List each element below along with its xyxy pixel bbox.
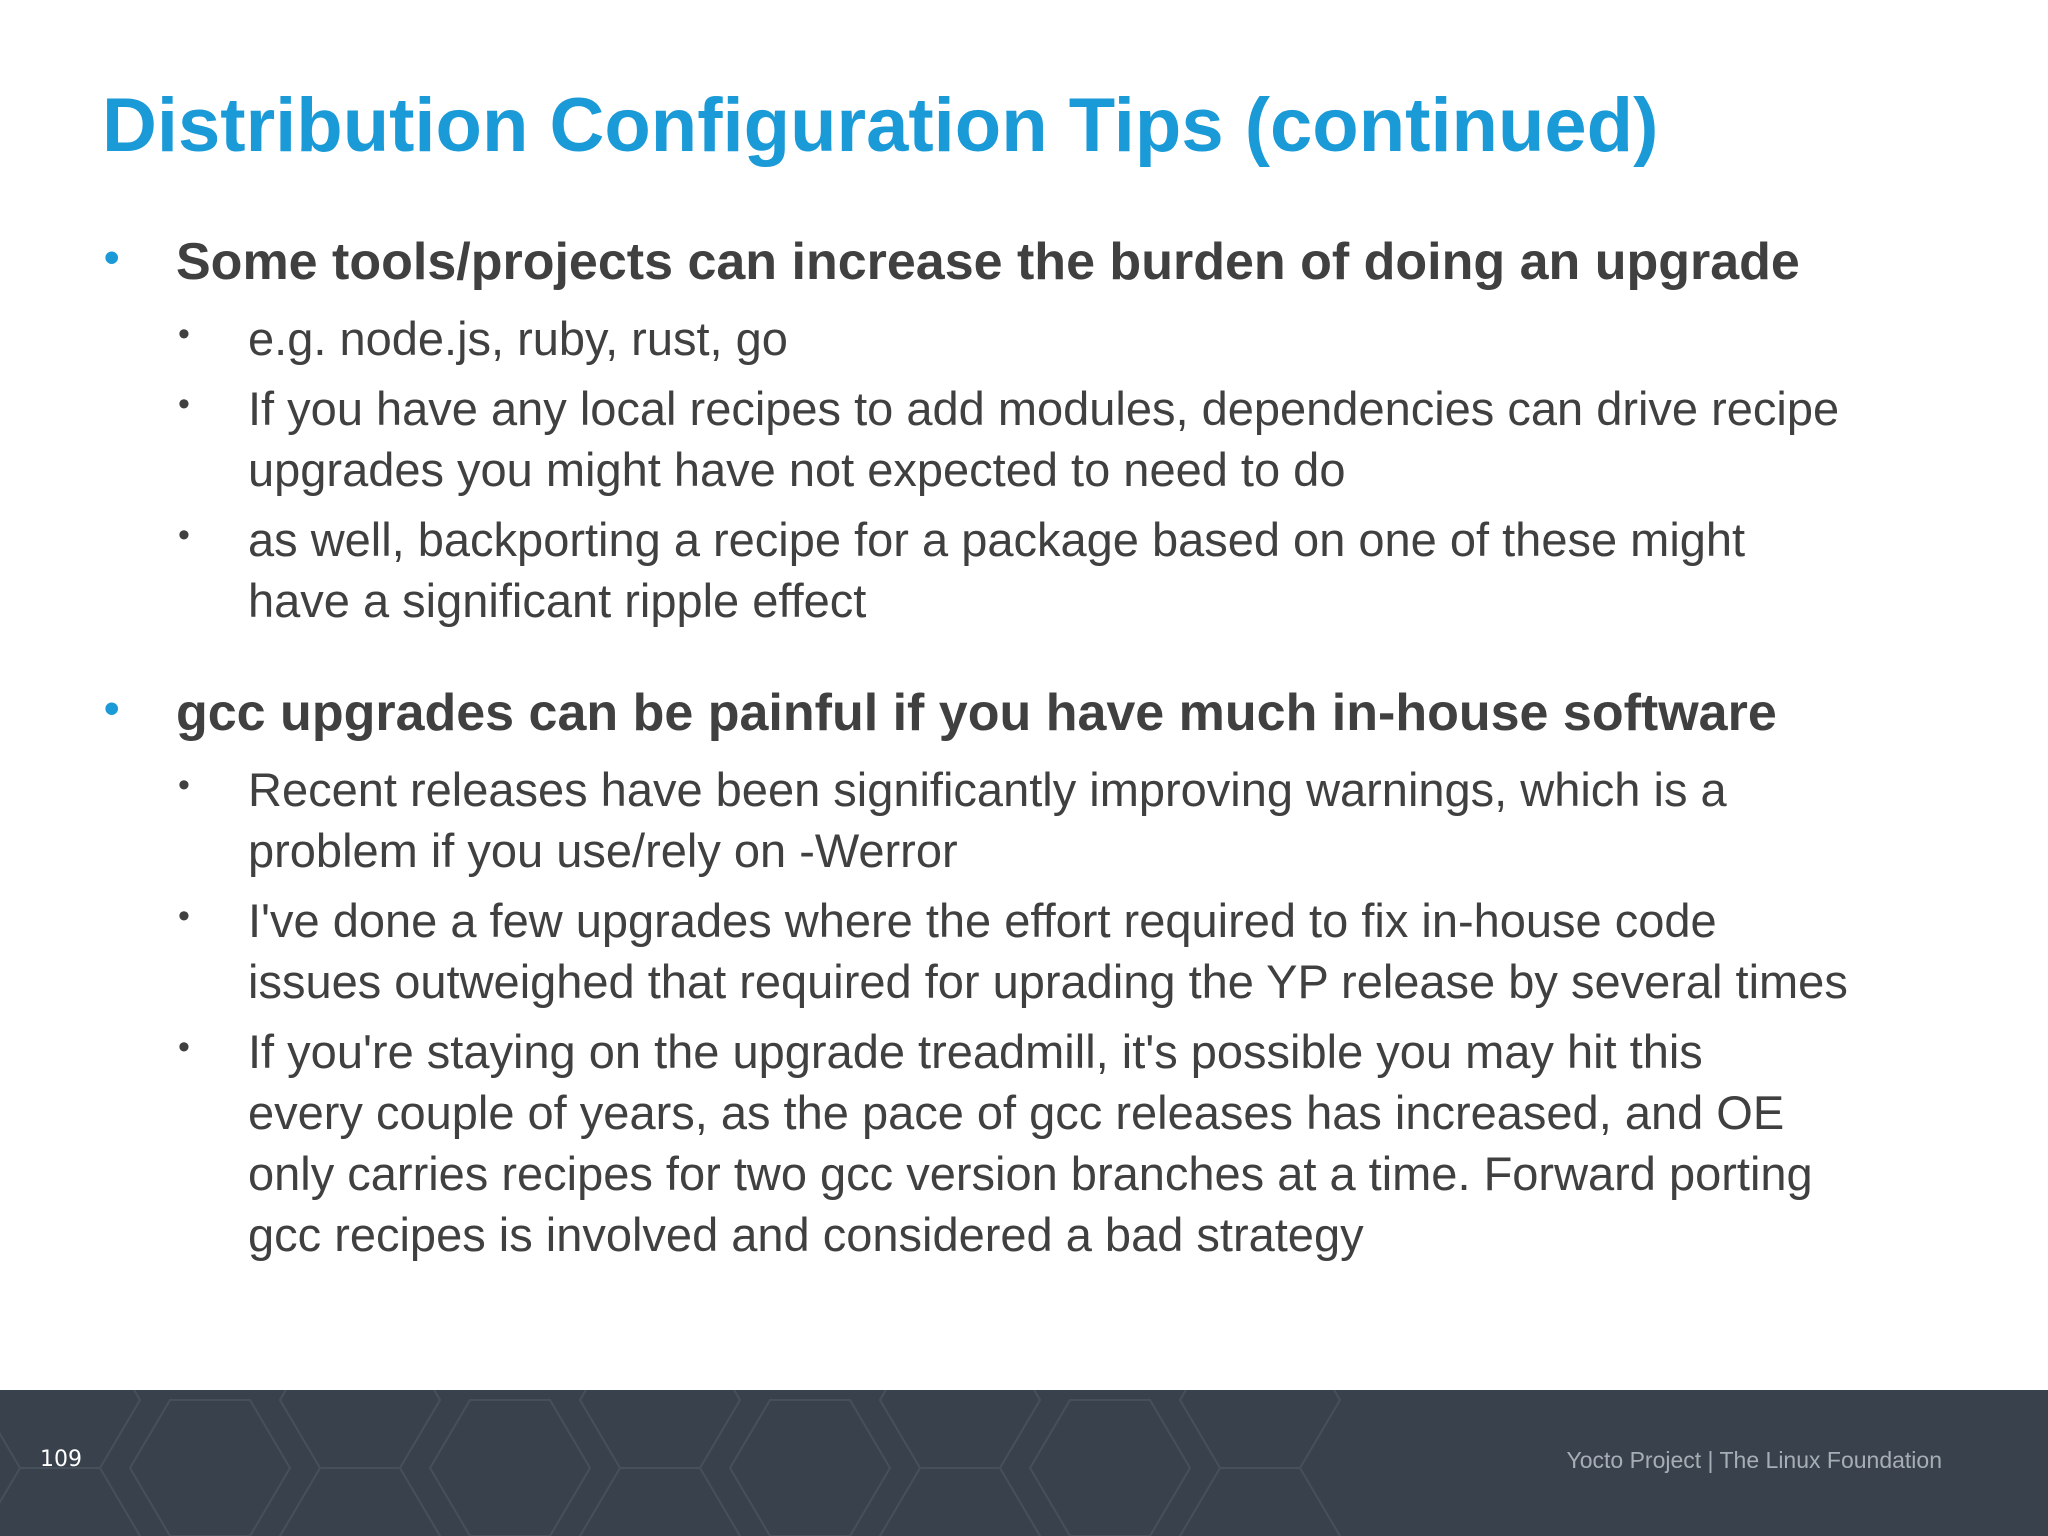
- sub-bullet-line: I've done a few upgrades where the effort required to fix in-house code: [248, 894, 1717, 947]
- sub-bullet-line: every couple of years, as the pace of gcc releases has increased, and OE: [248, 1086, 1785, 1139]
- sub-bullet-line: issues outweighed that required for uprading the YP release by several times: [248, 955, 1848, 1008]
- footer-bar: [0, 1390, 2048, 1536]
- sub-bullet-item: [102, 308, 2002, 369]
- sub-bullet-item: [102, 509, 2002, 631]
- sub-bullet-line: upgrades you might have not expected to need to do: [248, 443, 1346, 496]
- slide-title: Distribution Configuration Tips (continued): [102, 83, 1659, 168]
- sub-bullet-line: e.g. node.js, ruby, rust, go: [248, 312, 788, 365]
- sub-bullet-line: If you have any local recipes to add modules, dependencies can drive recipe: [248, 382, 1840, 435]
- spacer: [102, 631, 2002, 676]
- sub-bullet-line: Recent releases have been significantly improving warnings, which is a: [248, 763, 1727, 816]
- sub-bullet-line: only carries recipes for two gcc version branches at a time. Forward porting: [248, 1147, 1813, 1200]
- bullet-icon: •: [104, 233, 120, 282]
- bullet-icon: •: [178, 516, 190, 554]
- bullet-item: [102, 225, 2002, 299]
- sub-bullet-line: problem if you use/rely on -Werror: [248, 824, 958, 877]
- bullet-text: gcc upgrades can be painful if you have much in-house software: [176, 684, 1777, 742]
- sub-bullet-item: [102, 378, 2002, 500]
- bullet-icon: •: [178, 766, 190, 804]
- bullet-icon: •: [178, 897, 190, 935]
- footer-credit: Yocto Project | The Linux Foundation: [1566, 1447, 1942, 1473]
- sub-bullet-item: [102, 759, 2002, 881]
- sub-bullet-line: If you're staying on the upgrade treadmill, it's possible you may hit this: [248, 1025, 1703, 1078]
- bullet-item: [102, 676, 2002, 750]
- bullet-icon: •: [104, 684, 120, 733]
- sub-bullet-item: [102, 890, 2002, 1012]
- bullet-list: [102, 225, 2002, 1265]
- sub-bullet-line: have a significant ripple effect: [248, 574, 867, 627]
- bullet-text: Some tools/projects can increase the burden of doing an upgrade: [176, 233, 1800, 291]
- bullet-icon: •: [178, 385, 190, 423]
- page-number: 109: [40, 1447, 82, 1472]
- sub-bullet-line: gcc recipes is involved and considered a bad strategy: [248, 1208, 1364, 1261]
- sub-bullet-line: as well, backporting a recipe for a package based on one of these might: [248, 513, 1746, 566]
- bullet-icon: •: [178, 315, 190, 353]
- sub-bullet-item: [102, 1021, 2002, 1265]
- bullet-icon: •: [178, 1028, 190, 1066]
